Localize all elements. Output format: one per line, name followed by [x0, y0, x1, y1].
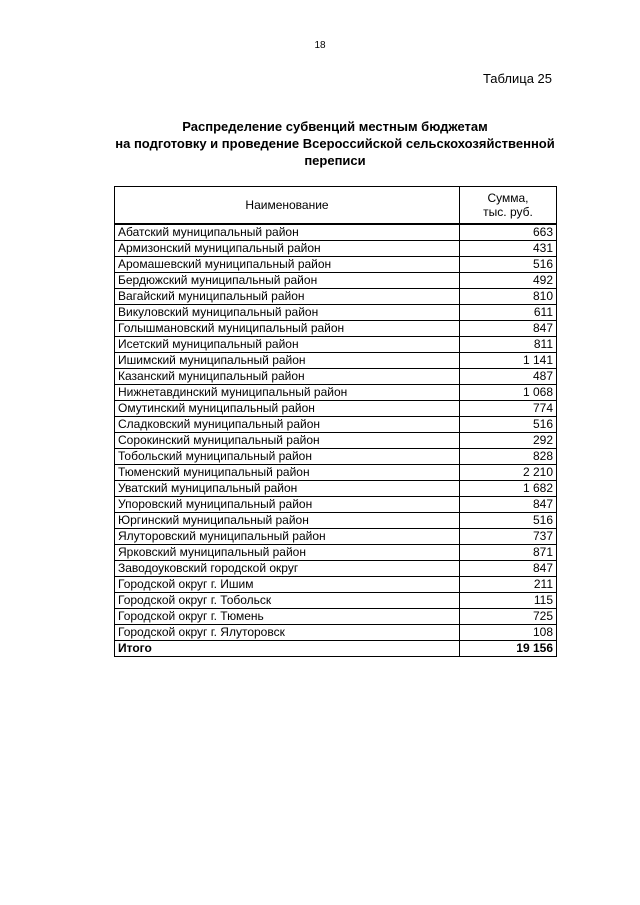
row-name: Городской округ г. Тобольск [115, 593, 460, 609]
row-name: Вагайский муниципальный район [115, 289, 460, 305]
row-value: 1 068 [460, 385, 557, 401]
header-sum-line2: тыс. руб. [483, 205, 533, 219]
table-header-row [115, 187, 557, 225]
table-row [115, 529, 557, 545]
row-name: Исетский муниципальный район [115, 337, 460, 353]
table-label: Таблица 25 [482, 71, 552, 86]
row-value: 611 [460, 305, 557, 321]
row-value: 737 [460, 529, 557, 545]
row-name: Тюменский муниципальный район [115, 465, 460, 481]
row-value: 847 [460, 321, 557, 337]
row-name: Ярковский муниципальный район [115, 545, 460, 561]
row-name: Ялуторовский муниципальный район [115, 529, 460, 545]
table-row [115, 305, 557, 321]
table-row [115, 561, 557, 577]
subventions-table [114, 186, 557, 657]
page-number: 18 [314, 40, 326, 51]
row-value: 2 210 [460, 465, 557, 481]
row-value: 725 [460, 609, 557, 625]
row-value: 516 [460, 257, 557, 273]
table-row [115, 241, 557, 257]
row-name: Абатский муниципальный район [115, 224, 460, 241]
header-sum [460, 187, 557, 225]
row-name: Нижнетавдинский муниципальный район [115, 385, 460, 401]
table-row [115, 321, 557, 337]
header-sum-line1: Сумма, [487, 191, 529, 205]
table-row [115, 545, 557, 561]
row-name: Городской округ г. Ишим [115, 577, 460, 593]
row-value: 847 [460, 561, 557, 577]
table-row [115, 224, 557, 241]
table-row [115, 417, 557, 433]
row-name: Омутинский муниципальный район [115, 401, 460, 417]
table-row [115, 401, 557, 417]
row-value: 108 [460, 625, 557, 641]
table-row [115, 609, 557, 625]
row-name: Ишимский муниципальный район [115, 353, 460, 369]
table-row [115, 257, 557, 273]
table-row [115, 433, 557, 449]
row-name: Заводоуковский городской округ [115, 561, 460, 577]
row-value: 828 [460, 449, 557, 465]
row-name: Городской округ г. Тюмень [115, 609, 460, 625]
table-row [115, 625, 557, 641]
title-line: переписи [304, 153, 366, 168]
table-row [115, 449, 557, 465]
row-value: 810 [460, 289, 557, 305]
row-value: 871 [460, 545, 557, 561]
table-body [115, 224, 557, 641]
header-name: Наименование [115, 187, 460, 225]
row-value: 292 [460, 433, 557, 449]
row-value: 211 [460, 577, 557, 593]
title-line: на подготовку и проведение Всероссийской сельскохозяйственной [115, 136, 555, 151]
row-name: Сладковский муниципальный район [115, 417, 460, 433]
row-name: Викуловский муниципальный район [115, 305, 460, 321]
row-name: Сорокинский муниципальный район [115, 433, 460, 449]
table-row [115, 385, 557, 401]
row-name: Тобольский муниципальный район [115, 449, 460, 465]
row-name: Голышмановский муниципальный район [115, 321, 460, 337]
total-value: 19 156 [460, 641, 557, 657]
total-row [115, 641, 557, 657]
title-line: Распределение субвенций местным бюджетам [182, 119, 488, 134]
row-value: 1 141 [460, 353, 557, 369]
row-value: 487 [460, 369, 557, 385]
row-value: 492 [460, 273, 557, 289]
row-name: Армизонский муниципальный район [115, 241, 460, 257]
row-value: 516 [460, 417, 557, 433]
table-row [115, 353, 557, 369]
table-row [115, 593, 557, 609]
table-row [115, 513, 557, 529]
table-row [115, 337, 557, 353]
row-value: 1 682 [460, 481, 557, 497]
row-value: 774 [460, 401, 557, 417]
table-row [115, 497, 557, 513]
table-row [115, 273, 557, 289]
row-name: Казанский муниципальный район [115, 369, 460, 385]
row-name: Городской округ г. Ялуторовск [115, 625, 460, 641]
row-name: Бердюжский муниципальный район [115, 273, 460, 289]
table-row [115, 481, 557, 497]
table-row [115, 289, 557, 305]
row-value: 115 [460, 593, 557, 609]
row-value: 663 [460, 224, 557, 241]
table-row [115, 369, 557, 385]
table-row [115, 577, 557, 593]
row-name: Упоровский муниципальный район [115, 497, 460, 513]
row-value: 811 [460, 337, 557, 353]
row-name: Юргинский муниципальный район [115, 513, 460, 529]
document-title [90, 118, 580, 169]
row-value: 516 [460, 513, 557, 529]
row-name: Аромашевский муниципальный район [115, 257, 460, 273]
row-value: 431 [460, 241, 557, 257]
table-row [115, 465, 557, 481]
total-label: Итого [115, 641, 460, 657]
row-value: 847 [460, 497, 557, 513]
row-name: Уватский муниципальный район [115, 481, 460, 497]
